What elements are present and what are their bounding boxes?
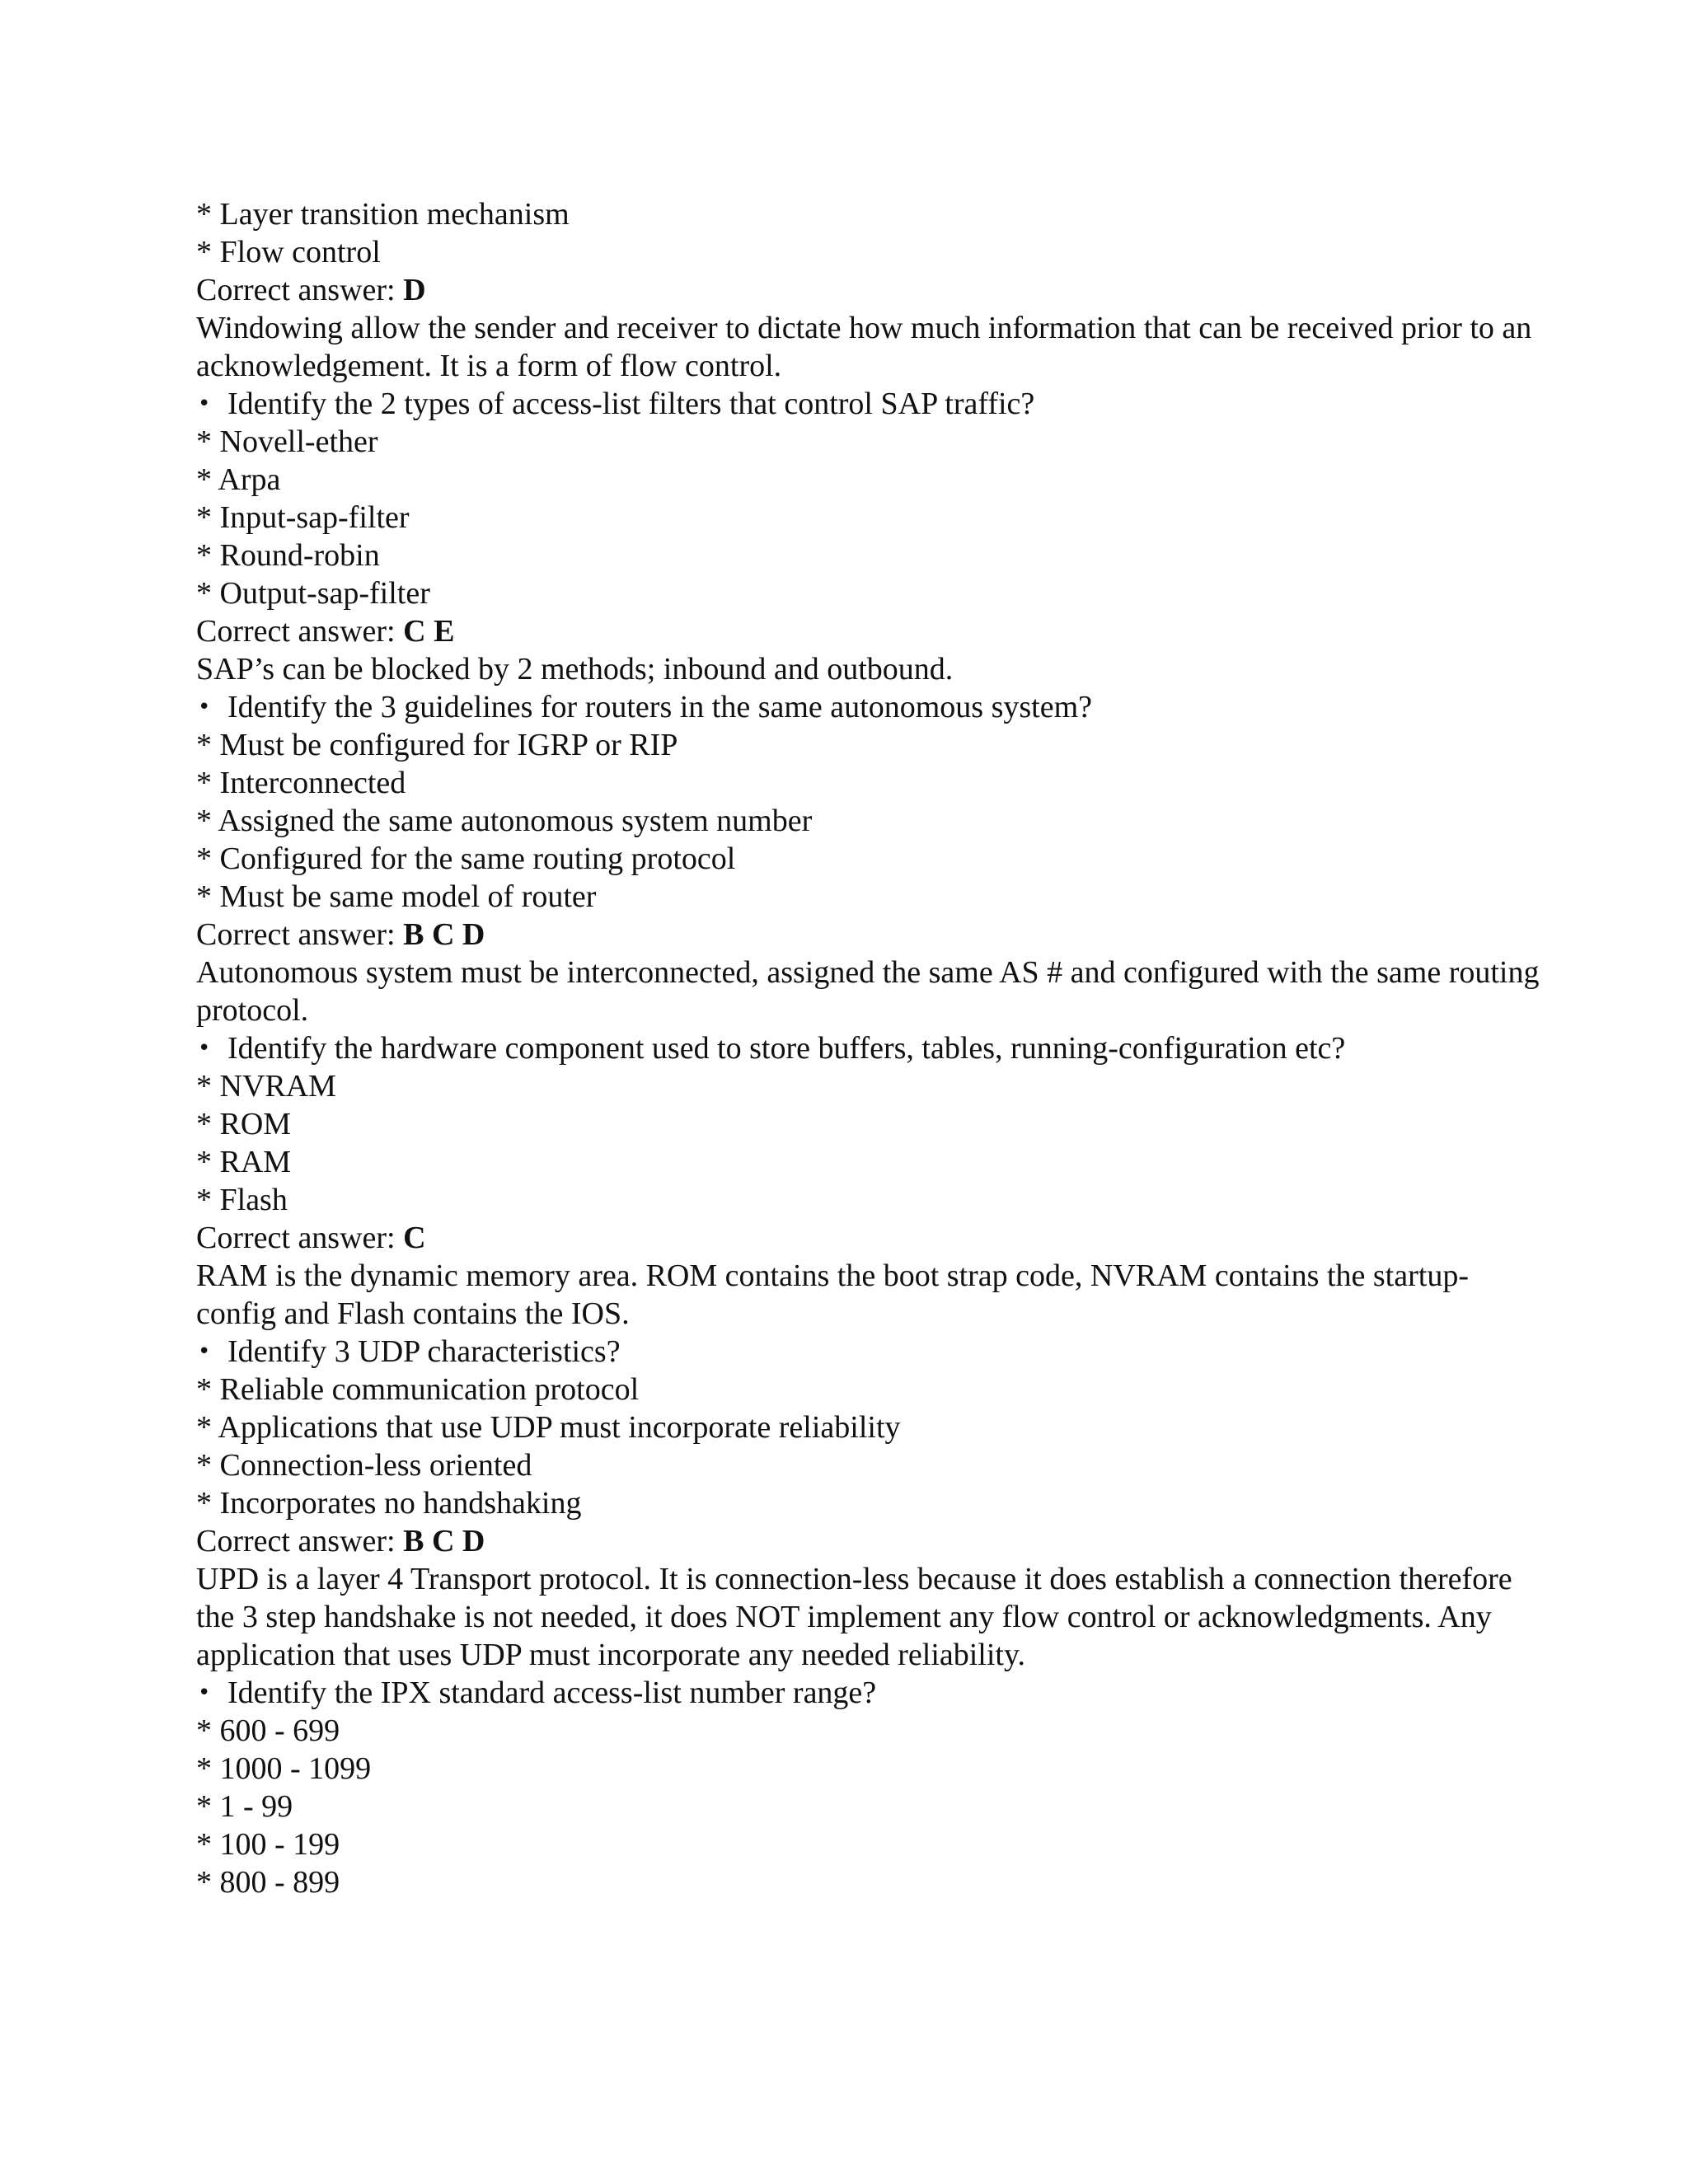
correct-answer-value: B C D: [403, 1524, 485, 1558]
option-line: * Flash: [196, 1183, 288, 1217]
option-line: * Arpa: [196, 462, 281, 497]
option-line: * ROM: [196, 1107, 292, 1141]
option-line: * Novell-ether: [196, 424, 378, 459]
question-line: [196, 385, 1548, 423]
option-line: * Assigned the same autonomous system number: [196, 804, 813, 838]
option-line: * Configured for the same routing protocol: [196, 841, 736, 876]
question-text: Identify 3 UDP characteristics?: [227, 1334, 621, 1369]
correct-answer-line: [196, 916, 1548, 954]
correct-answer-label: Correct answer:: [196, 917, 404, 952]
correct-answer-value: B C D: [403, 917, 485, 952]
correct-answer-line: [196, 271, 1548, 309]
correct-answer-label: Correct answer:: [196, 1221, 404, 1255]
bullet-dot-icon: •: [198, 1680, 211, 1705]
correct-answer-label: Correct answer:: [196, 273, 404, 307]
option-line: * Must be configured for IGRP or RIP: [196, 728, 678, 762]
correct-answer-value: C: [403, 1221, 426, 1255]
option-line: * 800 - 899: [196, 1865, 340, 1900]
correct-answer-label: Correct answer:: [196, 614, 404, 649]
question-text: Identify the hardware component used to store buffers, tables, running-configuration etc?: [227, 1031, 1346, 1066]
option-line: * 600 - 699: [196, 1713, 340, 1748]
bullet-dot-icon: •: [198, 1036, 211, 1061]
question-text: Identify the IPX standard access-list number range?: [227, 1675, 877, 1710]
option-line: * 1 - 99: [196, 1789, 293, 1824]
option-line: * Interconnected: [196, 766, 406, 800]
option-line: * Output-sap-filter: [196, 576, 430, 611]
option-line: * Input-sap-filter: [196, 500, 410, 535]
correct-answer-line: [196, 1522, 1548, 1560]
option-line: * Incorporates no handshaking: [196, 1486, 582, 1521]
question-line: [196, 1029, 1548, 1067]
option-line: * Round-robin: [196, 538, 380, 573]
bullet-dot-icon: •: [198, 391, 211, 416]
explanation-text: Autonomous system must be interconnected, assigned the same AS # and configured with the same routing protocol.: [196, 955, 1540, 1028]
bullet-dot-icon: •: [198, 695, 211, 719]
option-line: * Must be same model of router: [196, 879, 597, 914]
explanation-text: Windowing allow the sender and receiver to dictate how much information that can be received prior to an acknowledgement. It is a form of flow control.: [196, 311, 1532, 383]
option-line: * Flow control: [196, 235, 381, 269]
option-line: * Applications that use UDP must incorporate reliability: [196, 1410, 901, 1445]
question-line: [196, 688, 1548, 726]
correct-answer-value: C E: [403, 614, 455, 649]
correct-answer-line: [196, 612, 1548, 650]
explanation-text: SAP’s can be blocked by 2 methods; inbound and outbound.: [196, 652, 954, 687]
option-line: * Reliable communication protocol: [196, 1372, 640, 1407]
explanation-text: RAM is the dynamic memory area. ROM contains the boot strap code, NVRAM contains the startup-config and Flash contains the IOS.: [196, 1258, 1469, 1331]
option-line: * RAM: [196, 1145, 292, 1179]
question-line: [196, 1674, 1548, 1712]
correct-answer-line: [196, 1219, 1548, 1257]
explanation-text: UPD is a layer 4 Transport protocol. It is connection-less because it does establish a connection therefore the 3 step handshake is not needed, it does NOT implement any flow control or acknowledgments. Any application that uses UDP must incorporate any needed reliability.: [196, 1562, 1512, 1672]
option-line: * NVRAM: [196, 1069, 336, 1104]
correct-answer-value: D: [403, 273, 426, 307]
option-line: * Layer transition mechanism: [196, 197, 570, 232]
question-text: Identify the 2 types of access-list filters that control SAP traffic?: [227, 387, 1035, 421]
option-line: * 100 - 199: [196, 1827, 340, 1862]
question-text: Identify the 3 guidelines for routers in the same autonomous system?: [227, 690, 1092, 724]
question-line: [196, 1333, 1548, 1371]
document-body: [196, 195, 1548, 1901]
bullet-dot-icon: •: [198, 1339, 211, 1364]
option-line: * 1000 - 1099: [196, 1751, 372, 1786]
option-line: * Connection-less oriented: [196, 1448, 532, 1483]
correct-answer-label: Correct answer:: [196, 1524, 404, 1558]
